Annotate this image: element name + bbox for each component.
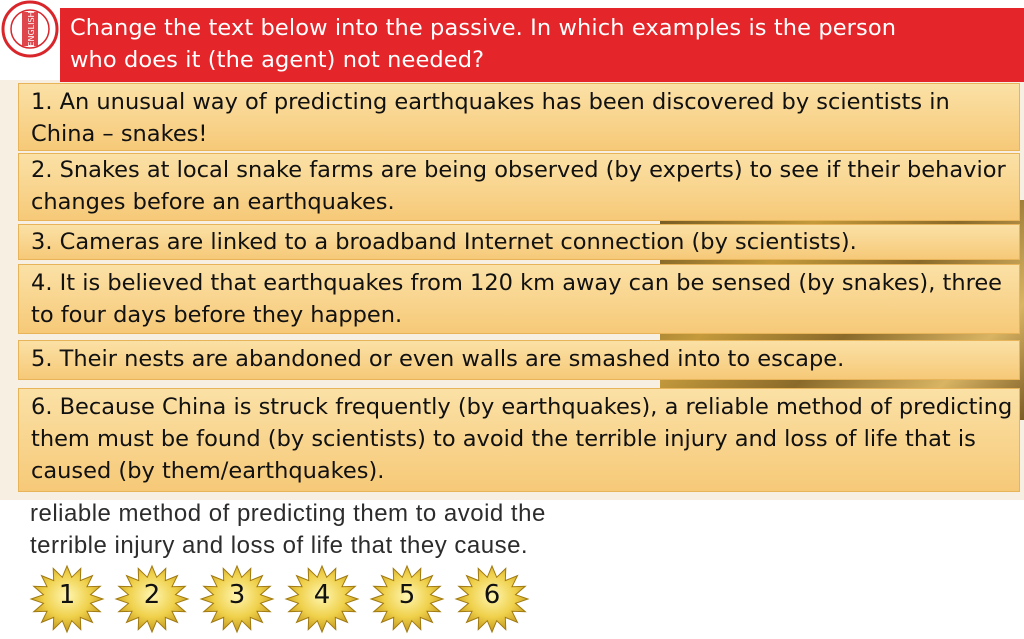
star-label: 3 — [228, 580, 246, 610]
star-button-2[interactable] — [111, 563, 193, 635]
star-button-5[interactable] — [366, 563, 448, 635]
star-label: 6 — [483, 580, 501, 610]
sentence-box-1 — [18, 83, 1020, 151]
sentence-text-4: 4. It is believed that earthquakes from 120 km away can be sensed (by snakes), three to four days before they happen. — [31, 270, 1003, 328]
school-logo — [0, 0, 60, 58]
sentence-box-4 — [18, 264, 1020, 334]
passage-line-2: terrible injury and loss of life that they cause. — [30, 532, 529, 559]
passage-line-1: reliable method of predicting them to avoid the — [30, 500, 546, 527]
sentence-text-3: 3. Cameras are linked to a broadband Internet connection (by scientists). — [31, 229, 857, 255]
sentence-box-5 — [18, 340, 1020, 380]
svg-text:ENGLISH: ENGLISH — [27, 11, 36, 47]
star-label: 1 — [58, 580, 76, 610]
star-label: 4 — [313, 580, 331, 610]
star-button-6[interactable] — [451, 563, 533, 635]
instruction-title: Change the text below into the passive. In which examples is the person who does it (the agent) not needed? — [70, 15, 897, 73]
sentence-box-6 — [18, 388, 1020, 492]
star-button-3[interactable] — [196, 563, 278, 635]
sentence-box-3 — [18, 224, 1020, 260]
sentence-box-2 — [18, 153, 1020, 221]
star-label: 2 — [143, 580, 161, 610]
sentence-text-6: 6. Because China is struck frequently (by earthquakes), a reliable method of predicting them must be found (by scientists) to avoid the terrible injury and loss of life that is caused (by them/earthquakes). — [31, 394, 1013, 484]
star-button-1[interactable] — [26, 563, 108, 635]
sentence-text-2: 2. Snakes at local snake farms are being observed (by experts) to see if their behavior changes before an earthquakes. — [31, 157, 1006, 215]
star-label: 5 — [398, 580, 416, 610]
sentence-text-1: 1. An unusual way of predicting earthquakes has been discovered by scientists in China – snakes! — [31, 89, 950, 147]
star-button-4[interactable] — [281, 563, 363, 635]
sentence-text-5: 5. Their nests are abandoned or even walls are smashed into to escape. — [31, 346, 845, 372]
